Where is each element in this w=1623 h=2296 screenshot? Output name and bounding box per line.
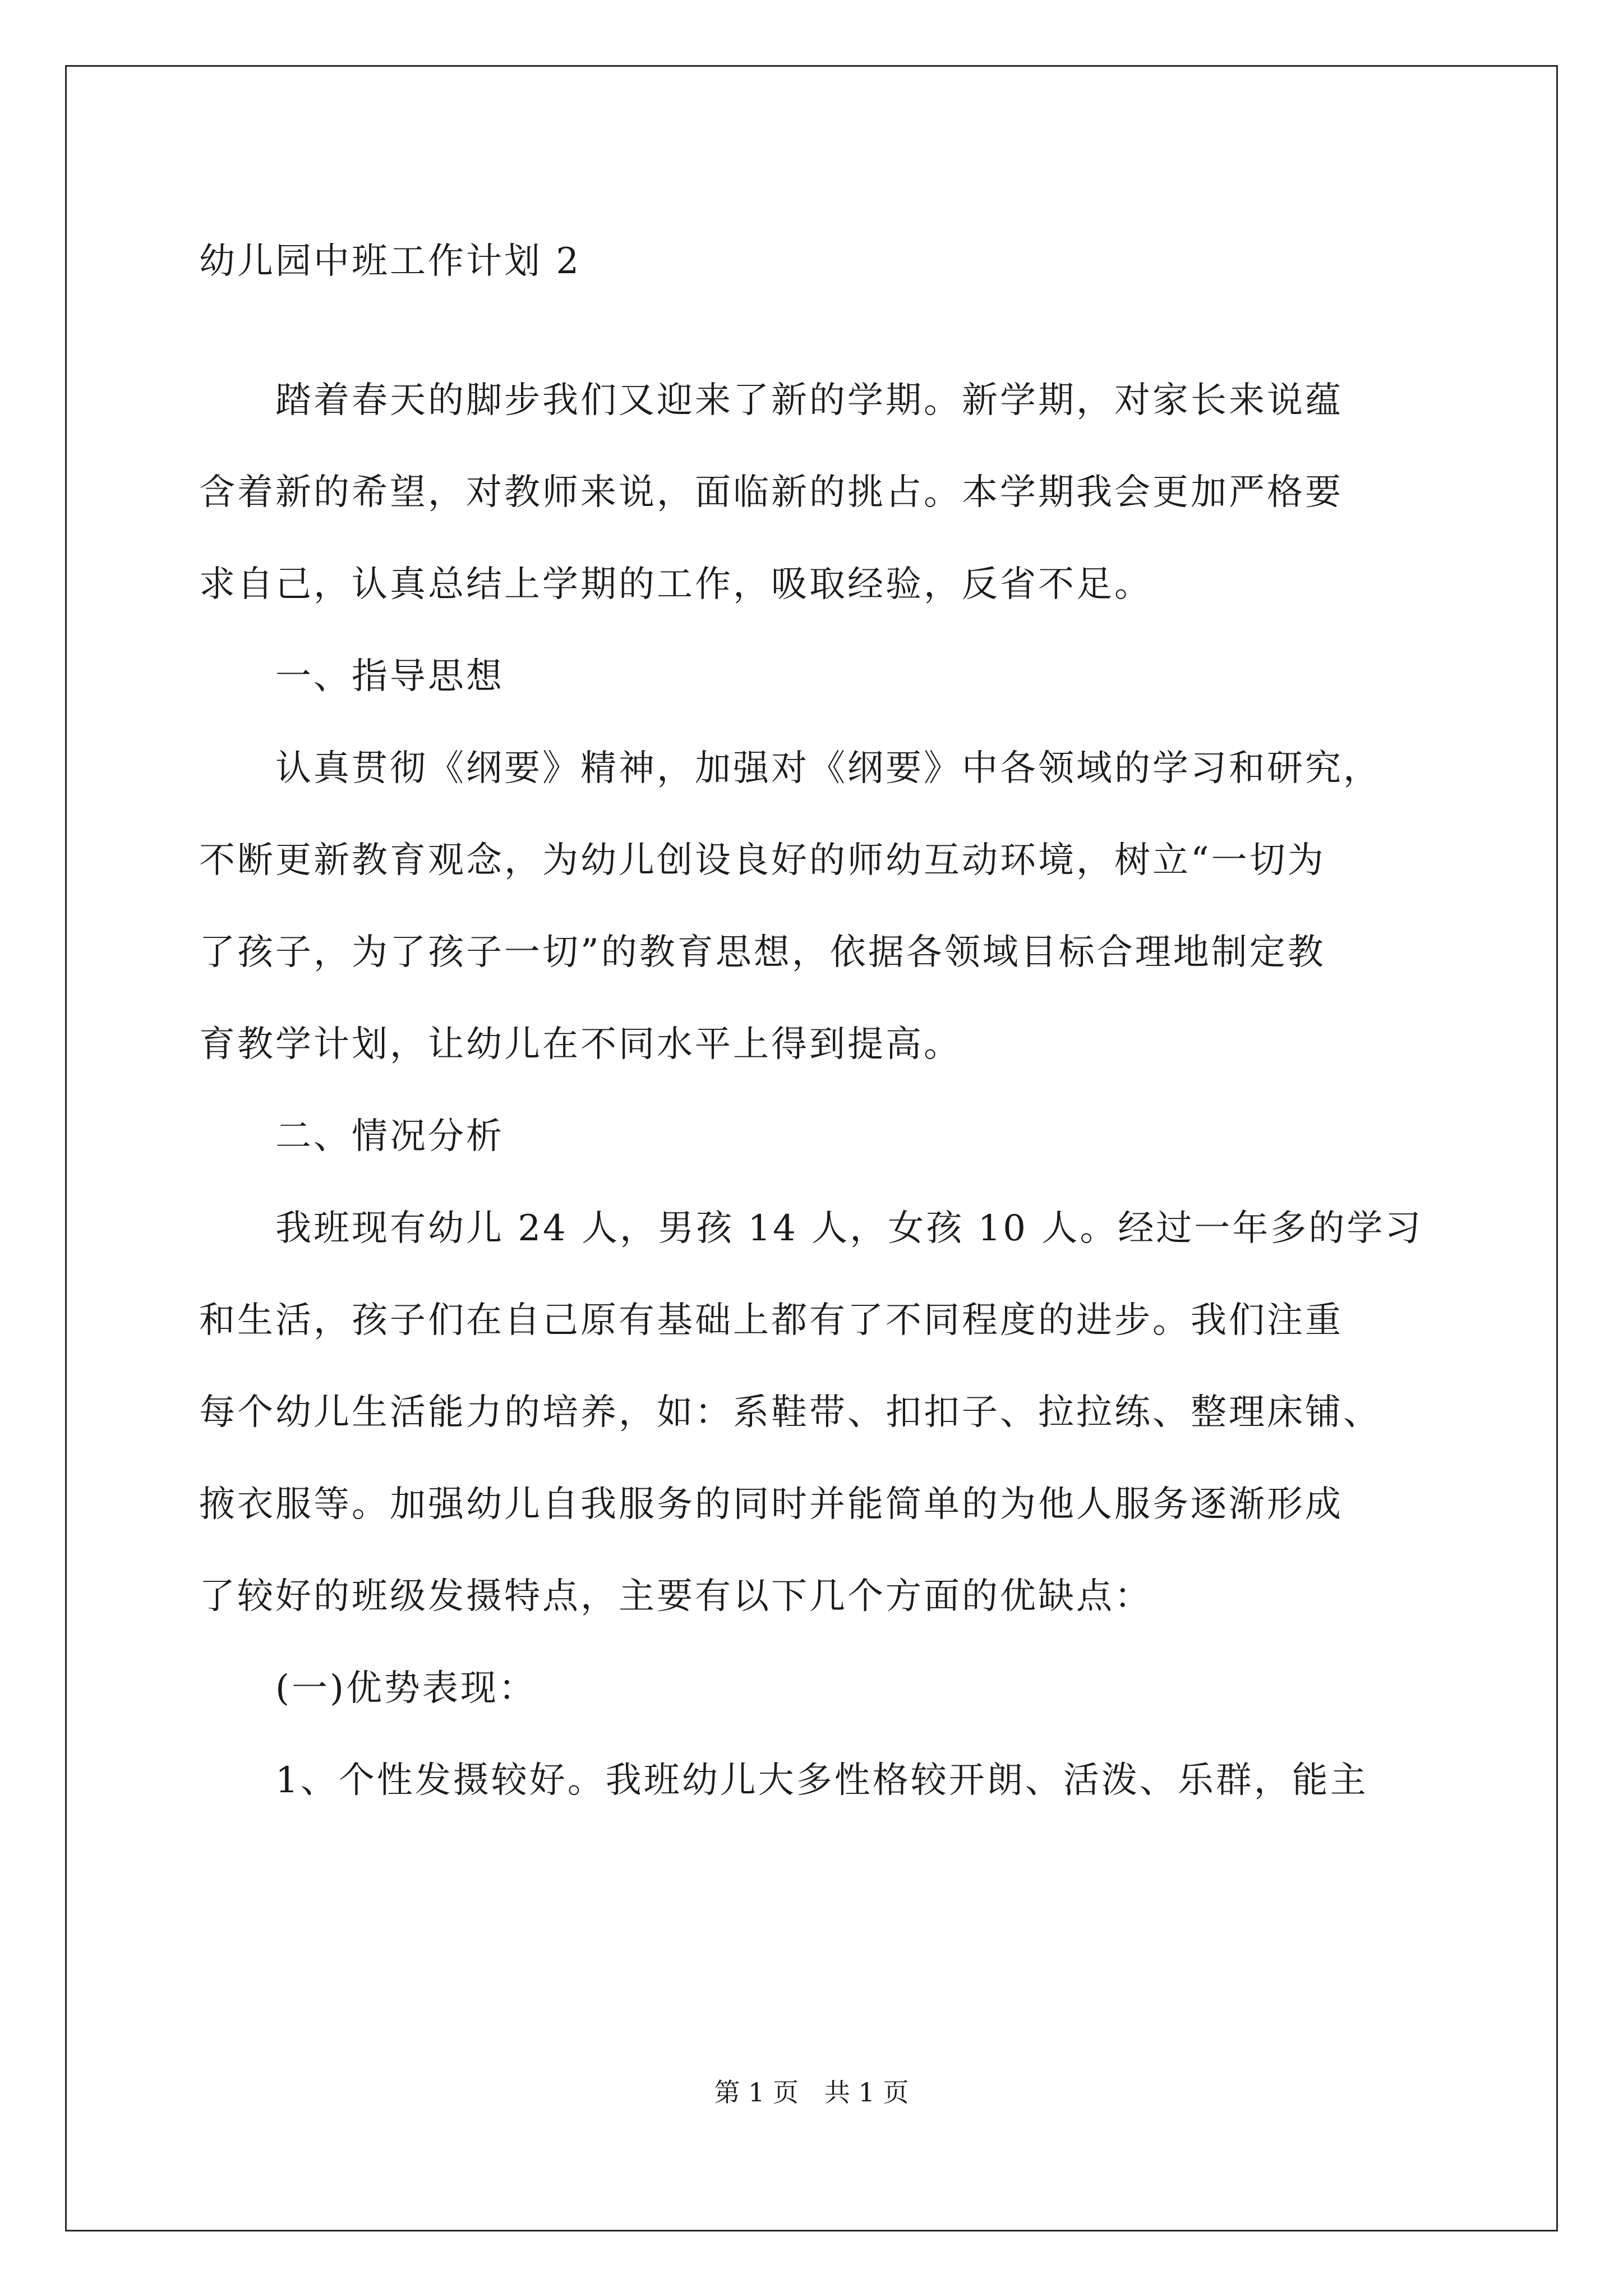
- subsection-heading: (一)优势表现：: [199, 1668, 537, 1709]
- section-heading: 一、指导思想: [199, 656, 504, 697]
- text-line: 和生活，孩子们在自己原有基础上都有了不同程度的进步。我们注重: [199, 1300, 1343, 1341]
- text-line: 含着新的希望，对教师来说，面临新的挑占。本学期我会更加严格要: [199, 472, 1343, 513]
- text-line: 踏着春天的脚步我们又迎来了新的学期。新学期，对家长来说蕴: [199, 380, 1343, 421]
- text-line: 认真贯彻《纲要》精神，加强对《纲要》中各领域的学习和研究，: [199, 748, 1381, 789]
- page-number-footer: 第 1 页 共 1 页: [714, 2077, 909, 2108]
- text-line: 不断更新教育观念，为幼儿创设良好的师幼互动环境，树立“一切为: [199, 840, 1326, 881]
- text-line: 掖衣服等。加强幼儿自我服务的同时并能简单的为他人服务逐渐形成: [199, 1484, 1343, 1525]
- text-line: 每个幼儿生活能力的培养，如：系鞋带、扣扣子、拉拉练、整理床铺、: [199, 1392, 1381, 1433]
- document-title: 幼儿园中班工作计划 2: [199, 241, 582, 282]
- text-line: 我班现有幼儿 24 人，男孩 14 人，女孩 10 人。经过一年多的学习: [199, 1208, 1423, 1249]
- section-heading: 二、情况分析: [199, 1116, 504, 1157]
- text-line: 了较好的班级发摄特点，主要有以下几个方面的优缺点：: [199, 1576, 1152, 1617]
- text-line: 育教学计划，让幼儿在不同水平上得到提高。: [199, 1024, 962, 1065]
- text-line: 求自己，认真总结上学期的工作，吸取经验，反省不足。: [199, 564, 1152, 605]
- document-body: [199, 215, 1467, 1826]
- text-line: 1、个性发摄较好。我班幼儿大多性格较开朗、活泼、乐群，能主: [199, 1760, 1368, 1801]
- text-line: 了孩子，为了孩子一切”的教育思想，依据各领域目标合理地制定教: [199, 932, 1326, 973]
